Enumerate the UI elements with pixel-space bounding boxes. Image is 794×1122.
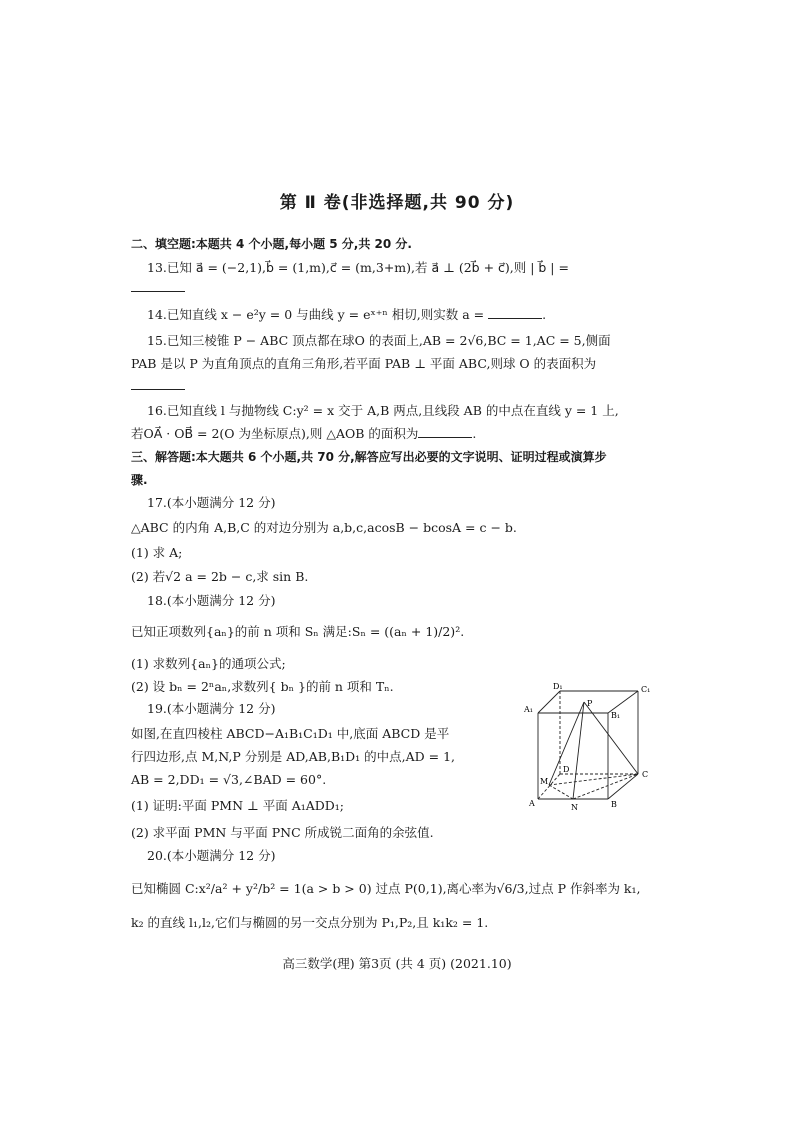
edge-PN	[573, 702, 584, 799]
section-3-header-1: 三、解答题:本大题共 6 个小题,共 70 分,解答应写出必要的文字说明、证明过程或演算步	[131, 450, 607, 464]
q18-stem: 已知正项数列{aₙ}的前 n 项和 Sₙ 满足:Sₙ = ((aₙ + 1)/2)².	[131, 624, 465, 639]
prism-figure	[520, 682, 666, 814]
q18-head: 18.(本小题满分 12 分)	[147, 593, 276, 608]
page-title: 第 Ⅱ 卷(非选择题,共 90 分)	[279, 193, 515, 213]
edge-A1D1	[538, 691, 560, 713]
q20-head: 20.(本小题满分 12 分)	[147, 848, 276, 863]
label-B1: B₁	[611, 711, 621, 720]
edge-B1C1	[608, 691, 638, 713]
label-D1: D₁	[553, 682, 563, 691]
q18-part-1: (1) 求数列{aₙ}的通项公式;	[131, 656, 286, 671]
q15-answer-blank	[131, 378, 666, 394]
q19-stem-1: 如图,在直四棱柱 ABCD−A₁B₁C₁D₁ 中,底面 ABCD 是平	[131, 726, 450, 741]
q13-line: 13.已知 a⃗ = (−2,1),b⃗ = (1,m),c⃗ = (m,3+m),若 a⃗ ⊥ (2b⃗ + c⃗),则 | b⃗ | =	[147, 260, 569, 275]
label-D: D	[563, 765, 570, 774]
hidden-edge-MN	[549, 785, 573, 799]
label-C1: C₁	[641, 685, 651, 694]
q19-head: 19.(本小题满分 12 分)	[147, 701, 276, 716]
section-3-header-2: 骤.	[131, 473, 148, 487]
q16-line-1: 16.已知直线 l 与抛物线 C:y² = x 交于 A,B 两点,且线段 AB 的中点在直线 y = 1 上,	[147, 403, 619, 418]
q19-stem-2: 行四边形,点 M,N,P 分别是 AD,AB,B₁D₁ 的中点,AD = 1,	[131, 749, 456, 764]
edge-BC	[608, 774, 638, 799]
q19-part-1: (1) 证明:平面 PMN ⊥ 平面 A₁ADD₁;	[131, 798, 345, 813]
q13-answer-blank	[131, 280, 666, 296]
page-footer: 高三数学(理) 第3页 (共 4 页) (2021.10)	[282, 956, 512, 971]
q17-part-2: (2) 若√2 a = 2b − c,求 sin B.	[131, 569, 309, 584]
label-A1: A₁	[524, 705, 533, 714]
q14-answer-blank	[488, 307, 542, 319]
q20-line-2: k₂ 的直线 l₁,l₂,它们与椭圆的另一交点分别为 P₁,P₂,且 k₁k₂ = 1.	[131, 915, 489, 930]
q14-line: 14.已知直线 x − e²y = 0 与曲线 y = eˣ⁺ⁿ 相切,则实数 a = .	[147, 307, 547, 322]
q19-part-2: (2) 求平面 PMN 与平面 PNC 所成锐二面角的余弦值.	[131, 825, 434, 840]
q14-text: 14.已知直线 x − e²y = 0 与曲线 y = eˣ⁺ⁿ 相切,则实数 a =	[147, 307, 485, 322]
q17-part-1: (1) 求 A;	[131, 545, 183, 560]
label-C: C	[642, 770, 649, 779]
label-A: A	[529, 799, 535, 808]
q15-line-1: 15.已知三棱锥 P − ABC 顶点都在球O 的表面上,AB = 2√6,BC = 1,AC = 5,侧面	[147, 333, 611, 348]
q18-part-2: (2) 设 bₙ = 2ⁿaₙ,求数列{ bₙ }的前 n 项和 Tₙ.	[131, 679, 394, 694]
q19-stem-3: AB = 2,DD₁ = √3,∠BAD = 60°.	[131, 772, 327, 787]
label-N: N	[571, 803, 578, 812]
q15-line-2: PAB 是以 P 为直角顶点的直角三角形,若平面 PAB ⊥ 平面 ABC,则球 O 的表面积为	[131, 356, 597, 371]
label-M: M	[540, 777, 549, 786]
section-2-header: 二、填空题:本题共 4 个小题,每小题 5 分,共 20 分.	[131, 237, 412, 251]
q17-head: 17.(本小题满分 12 分)	[147, 495, 276, 510]
q16-line-2: 若OA⃗ · OB⃗ = 2(O 为坐标原点),则 △AOB 的面积为 .	[131, 426, 477, 441]
q20-line-1: 已知椭圆 C:x²/a² + y²/b² = 1(a > b > 0) 过点 P(0,1),离心率为√6/3,过点 P 作斜率为 k₁,	[131, 881, 641, 896]
q16-answer-blank	[418, 426, 472, 438]
q17-stem: △ABC 的内角 A,B,C 的对边分别为 a,b,c,acosB − bcosA = c − b.	[131, 520, 517, 535]
label-B: B	[611, 800, 617, 809]
label-P: P	[587, 699, 593, 708]
